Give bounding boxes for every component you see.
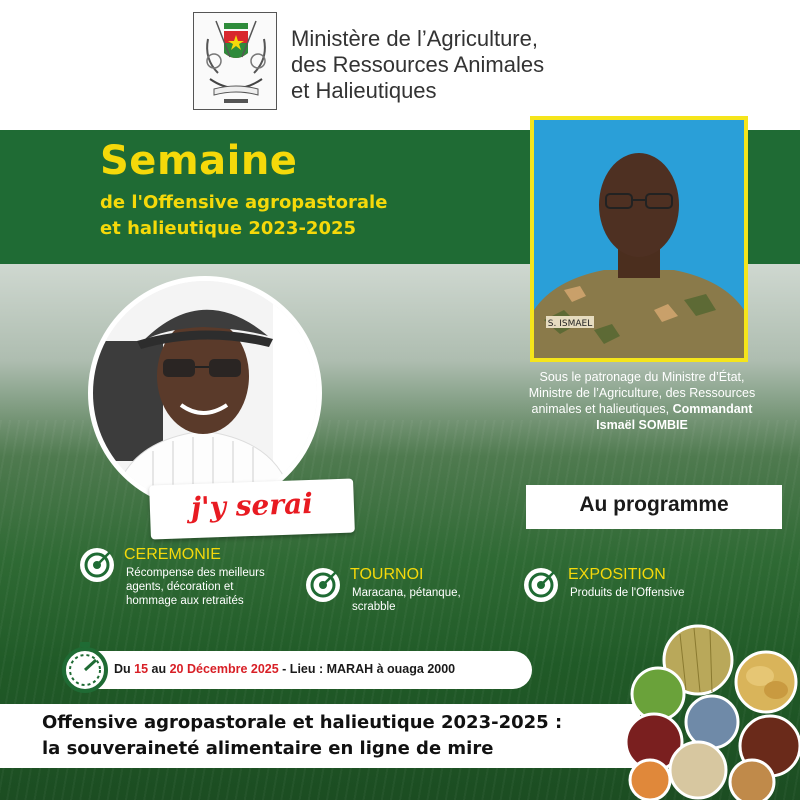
- activity-desc-line: scrabble: [352, 601, 396, 613]
- date-start: 15: [134, 662, 149, 676]
- program-heading-box: [526, 485, 782, 529]
- patronage-line: Sous le patronage du Ministre d’État,: [539, 370, 745, 384]
- activity-desc-line: Produits de l'Offensive: [570, 587, 685, 599]
- date-location-bar: [80, 651, 532, 689]
- activity-description: [570, 586, 685, 600]
- event-title: Semaine: [100, 138, 298, 184]
- tagline-line: Offensive agropastorale et halieutique 2023-2025 :: [42, 712, 563, 733]
- stopwatch-icon: [58, 640, 112, 694]
- location: - Lieu : MARAH à ouaga 2000: [278, 662, 456, 676]
- activity-desc-line: hommage aux retraités: [126, 595, 244, 607]
- patronage-name: Ismaël SOMBIE: [596, 418, 688, 432]
- guest-photo: [88, 276, 322, 510]
- activity-desc-line: agents, décoration et: [126, 581, 234, 593]
- program-heading: Au programme: [579, 493, 729, 516]
- patronage-line: [484, 401, 800, 417]
- activity-ceremonie: [78, 546, 308, 616]
- patronage-rank: Commandant: [672, 402, 753, 416]
- tagline-box: [0, 704, 640, 768]
- patronage-text: [484, 369, 800, 433]
- ministry-line: Ministère de l’Agriculture,: [291, 26, 538, 51]
- subtitle-line: de l'Offensive agropastorale: [100, 192, 388, 213]
- patronage-line-text: animales et halieutiques,: [531, 402, 673, 416]
- target-icon: [78, 546, 116, 584]
- activity-title: TOURNOI: [350, 566, 424, 583]
- activity-title: CEREMONIE: [124, 546, 221, 563]
- date-end: 20 Décembre 2025: [169, 662, 279, 676]
- ministry-line: des Ressources Animales: [291, 52, 545, 77]
- patronage-line: Ministre de l’Agriculture, des Ressources: [528, 386, 756, 400]
- name-tag: S. ISMAEL: [547, 319, 593, 329]
- minister-photo: [530, 116, 748, 362]
- target-icon: [522, 566, 560, 604]
- ministry-line: et Halieutiques: [291, 78, 437, 103]
- activity-tournoi: [304, 566, 504, 626]
- activity-title: EXPOSITION: [568, 566, 666, 583]
- tagline-line: la souveraineté alimentaire en ligne de mire: [42, 738, 494, 759]
- header: [0, 0, 800, 130]
- coat-of-arms-logo: [193, 12, 277, 110]
- activity-description: [126, 566, 265, 608]
- event-subtitle: [100, 190, 387, 242]
- date-prefix: Du: [114, 662, 135, 676]
- target-icon: [304, 566, 342, 604]
- date-mid: au: [148, 662, 170, 676]
- activity-description: [352, 586, 461, 614]
- patronage-line: [484, 417, 800, 433]
- jyserai-badge: [149, 478, 355, 539]
- activity-desc-line: Maracana, pétanque,: [352, 587, 461, 599]
- subtitle-line: et halieutique 2023-2025: [100, 218, 357, 239]
- date-location-text: [114, 662, 455, 676]
- activity-desc-line: Récompense des meilleurs: [126, 567, 265, 579]
- ministry-name: [291, 26, 544, 104]
- activity-exposition: [522, 566, 722, 616]
- jyserai-label: j'y serai: [190, 486, 314, 525]
- produce-collage-image: [620, 620, 800, 800]
